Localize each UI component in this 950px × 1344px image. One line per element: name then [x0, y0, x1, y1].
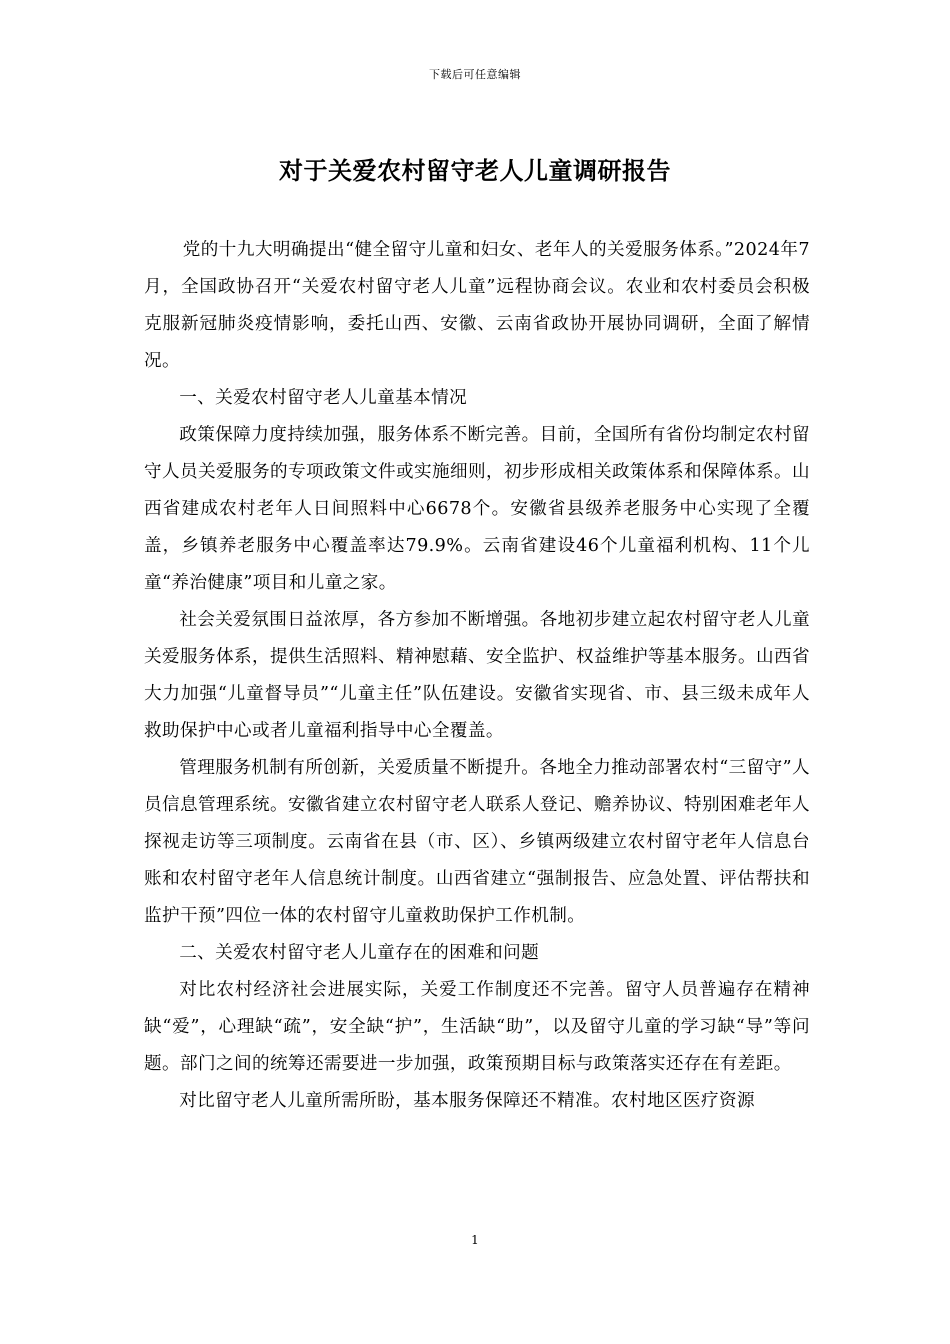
- body-paragraph: 社会关爱氛围日益浓厚，各方参加不断增强。各地初步建立起农村留守老人儿童关爱服务体系，提供生活照料、精神慰藉、安全监护、权益维护等基本服务。山西省大力加强“儿童督导员”“儿童主任”队伍建设。安徽省实现省、市、县三级未成年人救助保护中心或者儿童福利指导中心全覆盖。: [144, 610, 810, 741]
- intro-paragraph: 党的十九大明确提出“健全留守儿童和妇女、老年人的关爱服务体系。”2024年7月，全国政协召开“关爱农村留守老人儿童”远程协商会议。农业和农村委员会积极克服新冠肺炎疫情影响，委托山西、安徽、云南省政协开展协同调研，全面了解情况。: [144, 240, 810, 371]
- document-title: 对于关爱农村留守老人儿童调研报告: [279, 156, 671, 185]
- section-heading-2: 二、关爱农村留守老人儿童存在的困难和问题: [179, 943, 540, 963]
- document-body: [144, 232, 810, 1120]
- section-heading-1: 一、关爱农村留守老人儿童基本情况: [179, 388, 468, 408]
- body-paragraph: 对比留守老人儿童所需所盼，基本服务保障还不精准。农村地区医疗资源: [179, 1091, 755, 1111]
- body-paragraph: 管理服务机制有所创新，关爱质量不断提升。各地全力推动部署农村“三留守”人员信息管理系统。安徽省建立农村留守老人联系人登记、赡养协议、特别困难老年人探视走访等三项制度。云南省在县（市、区）、乡镇两级建立农村留守老年人信息台账和农村留守老年人信息统计制度。山西省建立“强制报告、应急处置、评估帮扶和监护干预”四位一体的农村留守儿童救助保护工作机制。: [144, 758, 810, 926]
- body-paragraph: 政策保障力度持续加强，服务体系不断完善。目前，全国所有省份均制定农村留守人员关爱服务的专项政策文件或实施细则，初步形成相关政策体系和保障体系。山西省建成农村老年人日间照料中心6678个。安徽省县级养老服务中心实现了全覆盖，乡镇养老服务中心覆盖率达79.9%。云南省建设46个儿童福利机构、11个儿童“养治健康”项目和儿童之家。: [144, 425, 810, 593]
- header-note: 下载后可任意编辑: [429, 68, 521, 81]
- body-paragraph: 对比农村经济社会进展实际，关爱工作制度还不完善。留守人员普遍存在精神缺“爱”，心理缺“疏”，安全缺“护”，生活缺“助”，以及留守儿童的学习缺“导”等问题。部门之间的统筹还需要进一步加强，政策预期目标与政策落实还存在有差距。: [144, 980, 810, 1074]
- page-number: 1: [471, 1233, 479, 1247]
